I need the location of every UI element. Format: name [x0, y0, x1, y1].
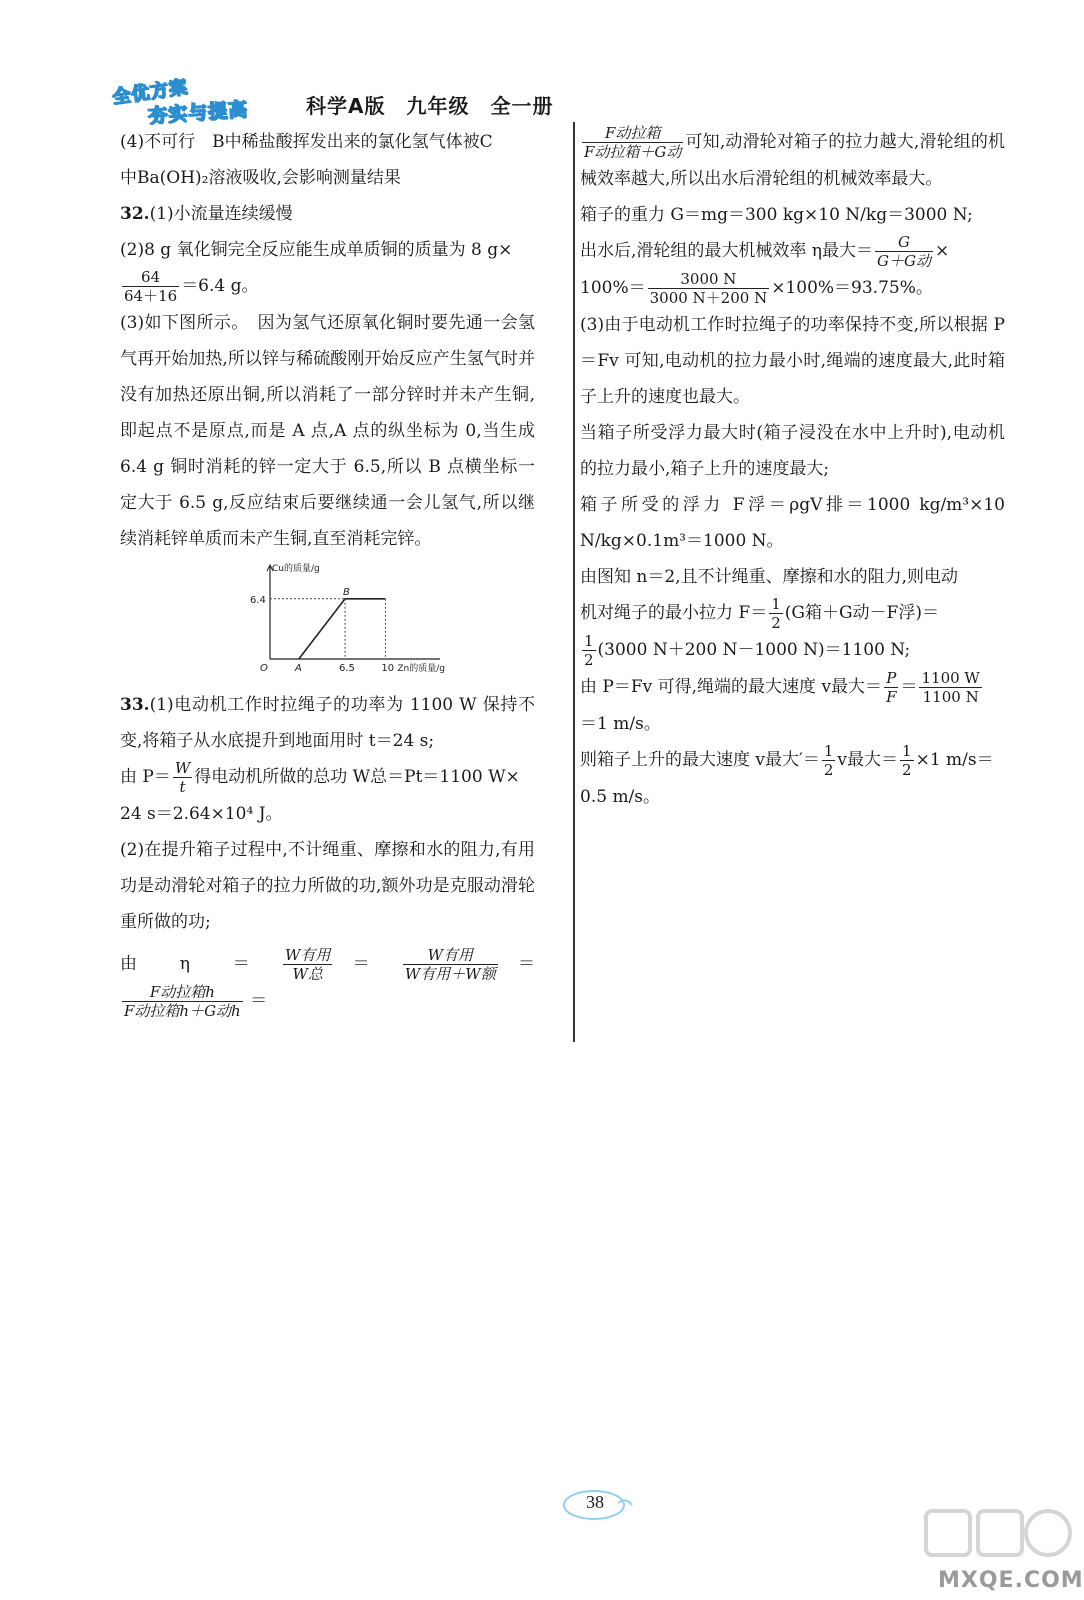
r4-pre: 100%＝ [580, 278, 646, 298]
r13-pre: 则箱子上升的最大速度 v最大′＝ [580, 750, 820, 770]
eff-fraction-3 [122, 983, 243, 1020]
frac-num: G [875, 233, 933, 252]
equals-sign: ＝ [352, 954, 383, 974]
frac-den: 64＋16 [124, 287, 178, 305]
q33-number: 33. [120, 695, 150, 715]
q31-4-line1: (4)不可行 B中稀盐酸挥发出来的氯化氢气体被C [120, 132, 493, 152]
q32-2-result-text: ＝6.4 g。 [181, 276, 259, 296]
r2-weight: 箱子的重力 G＝mg＝300 kg×10 N/kg＝3000 N; [580, 205, 973, 225]
r7-buoyancy: 箱子所受的浮力 F浮＝ρgV排＝1000 kg/m³×10 N/kg×0.1m³＝1000 N。 [580, 495, 1005, 551]
r14: 0.5 m/s。 [580, 787, 661, 807]
frac-den: F动拉箱＋G动 [584, 143, 682, 161]
r4-efficiency-calc [580, 270, 1005, 307]
eff-fraction-2 [403, 946, 498, 983]
r8: 由图知 n＝2,且不计绳重、摩擦和水的阻力,则电动 [580, 567, 958, 587]
point-label-b: B [343, 586, 350, 598]
chart-svg [120, 561, 535, 681]
q32-2-text: (2)8 g 氧化铜完全反应能生成单质铜的质量为 8 g× [120, 240, 513, 260]
y-tick-label: 6.4 [250, 594, 266, 606]
frac-den: 3000 N＋200 N [649, 289, 768, 307]
r9-pre: 机对绳子的最小拉力 F＝ [580, 603, 768, 623]
book-logo [108, 76, 284, 126]
equals-sign: ＝ [518, 954, 536, 974]
q33-2-b [120, 946, 535, 1020]
column-divider [573, 122, 575, 1042]
r3-efficiency [580, 233, 1005, 270]
q32-1-text: (1)小流量连续缓慢 [149, 204, 293, 224]
half-fraction [582, 632, 596, 669]
frac-num: 1 [902, 742, 912, 760]
right-column [580, 124, 1005, 815]
frac-num: W有用 [403, 946, 498, 965]
r1-fraction [582, 124, 683, 161]
r1 [580, 124, 1005, 197]
q32-2-fraction [122, 268, 179, 305]
frac-num: F动拉箱h [122, 983, 243, 1002]
frac-den: 2 [771, 614, 781, 632]
r9-post: (G箱＋G动－F浮)＝ [784, 603, 939, 623]
frac-num: F动拉箱 [582, 124, 683, 143]
half-fraction [822, 742, 836, 779]
logo-line2: 夯实与提高 [147, 98, 249, 128]
r3-post: × [934, 241, 950, 261]
r3-fraction [875, 233, 933, 270]
pf-fraction [884, 669, 898, 706]
r13-mid: v最大＝ [837, 750, 899, 770]
frac-den: G＋G动 [877, 252, 931, 270]
frac-num: W有用 [284, 946, 331, 964]
frac-den: F动拉箱h＋G动h [124, 1002, 241, 1020]
r9-min-force [580, 595, 1005, 632]
r4-fraction [648, 270, 770, 307]
watermark-text: MXQE.COM [938, 1568, 1084, 1593]
frac-num: 1 [584, 632, 594, 650]
wn-fraction [919, 669, 981, 706]
q33-2-b-pre: 由 η ＝ [120, 954, 263, 974]
q33-1-a-text: (1)电动机工作时拉绳子的功率为 1100 W 保持不变,将箱子从水底提升到地面用时 t＝24 s; [120, 695, 535, 751]
frac-num: P [884, 669, 898, 688]
q33-1-b-pre: 由 P＝ [120, 767, 171, 787]
equals-sign-end: ＝ [250, 991, 268, 1011]
logo-line1: 全优方案 [111, 76, 190, 109]
frac-den: F [886, 688, 897, 706]
q33-1-c: 24 s＝2.64×10⁴ J。 [120, 804, 283, 824]
frac-num: W [174, 759, 191, 777]
r13-post: ×1 m/s＝ [915, 750, 994, 770]
page-number: 38 [586, 1492, 604, 1512]
r12: ＝1 m/s。 [580, 714, 661, 734]
origin-label: O [260, 663, 268, 674]
y-axis-label: Cu的质量/g [272, 564, 320, 574]
r13-box-speed [580, 742, 1005, 779]
frac-den: 1100 N [922, 688, 979, 706]
frac-den: 2 [902, 761, 912, 779]
eff-fraction-1 [283, 946, 332, 983]
r6-buoyancy-max: 当箱子所受浮力最大时(箱子浸没在水中上升时),电动机的拉力最小,箱子上升的速度最大; [580, 423, 1005, 479]
q33-1-a [120, 687, 535, 759]
r11-pre: 由 P＝Fv 可得,绳端的最大速度 v最大＝ [580, 677, 883, 697]
equals-sign: ＝ [900, 677, 918, 697]
cu-zn-chart [120, 561, 535, 681]
frac-den: 2 [823, 761, 834, 779]
power-fraction [173, 759, 192, 796]
frac-num: 1100 W [921, 669, 980, 687]
q32-number: 32. [120, 204, 150, 224]
x-tick-label: 6.5 [339, 663, 355, 674]
x-axis-label: Zn的质量/g [397, 664, 446, 674]
frac-den: 2 [584, 651, 594, 669]
header-title: 科学A版 九年级 全一册 [306, 94, 554, 118]
r1-text: 可知,动滑轮对箱子的拉力越大,滑轮组的机械效率越大,所以出水后滑轮组的机械效率最大。 [580, 132, 1005, 189]
r5-part3: (3)由于电动机工作时拉绳子的功率保持不变,所以根据 P＝Fv 可知,电动机的拉力最小时,绳端的速度最大,此时箱子上升的速度也最大。 [580, 315, 1005, 407]
r3-pre: 出水后,滑轮组的最大机械效率 η最大＝ [580, 241, 873, 261]
frac-den: W有用＋W额 [404, 965, 496, 983]
frac-num: 1 [823, 742, 834, 760]
r11-max-speed [580, 669, 1005, 706]
q32-1 [120, 196, 535, 232]
frac-num: 3000 N [648, 270, 770, 289]
q33-2-a: (2)在提升箱子过程中,不计绳重、摩擦和水的阻力,有用功是动滑轮对箱子的拉力所做的功,额外功是克服动滑轮重所做的功; [120, 840, 535, 932]
q33-1-b-post: 得电动机所做的总功 W总＝Pt＝1100 W× [194, 767, 520, 787]
half-fraction [900, 742, 914, 779]
q32-2-result [120, 268, 535, 305]
q32-3-explanation: (3)如下图所示。 因为氢气还原氧化铜时要先通一会氢气再开始加热,所以锌与稀硫酸刚开始反应产生氢气时并没有加热还原出铜,所以消耗了一部分锌时并未产生铜,即起点不是原点,而是 A 点,A 点的纵坐标为 0,当生成 6.4 g 铜时消耗的锌一定大于 6.5,所以 B 点横坐标一定大于 6.5 g,反应结束后要继续通一会儿氢气,所以继续消耗锌单质而未产生铜,直至消耗完锌。 [120, 313, 535, 549]
frac-den: t [179, 778, 186, 796]
r4-post: ×100%＝93.75%。 [771, 278, 933, 298]
q33-1-b [120, 759, 535, 796]
cu-zn-series-line [299, 599, 386, 659]
x-tick-label: 10 [381, 663, 395, 674]
q31-4-line2: 中Ba(OH)₂溶液吸收,会影响测量结果 [120, 168, 401, 188]
r10-force-calc [580, 632, 1005, 669]
frac-num: 64 [122, 268, 179, 287]
frac-num: 1 [771, 595, 781, 613]
r10-post: (3000 N＋200 N－1000 N)＝1100 N; [597, 640, 911, 660]
x-tick-label-a: A [294, 663, 302, 674]
frac-den: W总 [292, 965, 323, 983]
half-fraction [769, 595, 783, 632]
left-column [120, 124, 535, 1020]
